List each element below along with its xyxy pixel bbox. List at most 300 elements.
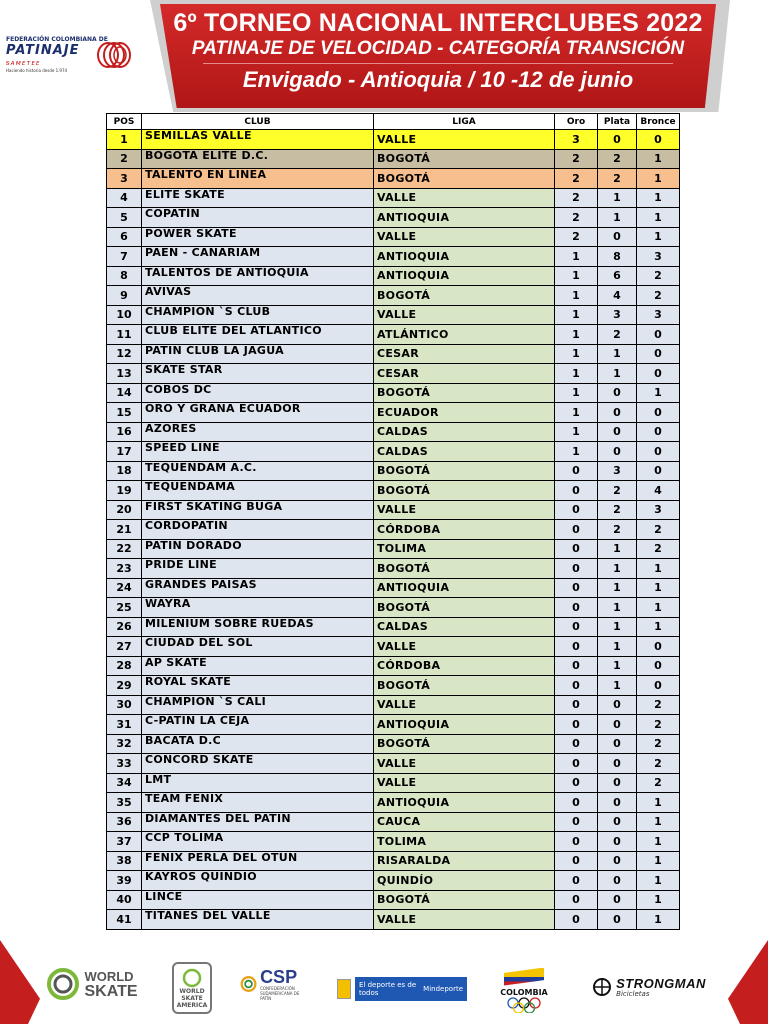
bronze-count-cell: 0 bbox=[637, 344, 680, 364]
table-row bbox=[107, 715, 680, 735]
liga-cell: ECUADOR bbox=[374, 403, 555, 423]
position-cell: 34 bbox=[107, 773, 142, 793]
gold-count-cell: 1 bbox=[555, 266, 598, 286]
silver-count-cell: 1 bbox=[598, 578, 637, 598]
club-cell: AVIVAS bbox=[142, 286, 374, 306]
world-skate-line1: WORLD bbox=[84, 969, 134, 984]
colombia-label: COLOMBIA bbox=[500, 987, 548, 997]
silver-count-cell: 8 bbox=[598, 247, 637, 267]
liga-cell: ANTIOQUIA bbox=[374, 247, 555, 267]
wsa-line1: WORLD bbox=[179, 987, 205, 995]
silver-count-cell: 3 bbox=[598, 461, 637, 481]
club-cell: CONCORD SKATE bbox=[142, 754, 374, 774]
liga-cell: BOGOTÁ bbox=[374, 169, 555, 189]
position-cell: 16 bbox=[107, 422, 142, 442]
strongman-logo bbox=[578, 972, 720, 1002]
table-row bbox=[107, 734, 680, 754]
position-cell: 41 bbox=[107, 910, 142, 930]
bronze-count-cell: 0 bbox=[637, 676, 680, 696]
position-cell: 13 bbox=[107, 364, 142, 384]
liga-cell: VALLE bbox=[374, 130, 555, 150]
liga-cell: ANTIOQUIA bbox=[374, 266, 555, 286]
club-cell: CORDOPATIN bbox=[142, 520, 374, 540]
footer-accent-right bbox=[728, 940, 768, 1024]
table-row bbox=[107, 890, 680, 910]
liga-cell: CÓRDOBA bbox=[374, 656, 555, 676]
standings-table bbox=[106, 113, 680, 930]
liga-cell: CALDAS bbox=[374, 422, 555, 442]
world-skate-america-logo bbox=[172, 962, 212, 1014]
table-row bbox=[107, 773, 680, 793]
silver-count-cell: 0 bbox=[598, 442, 637, 462]
club-cell: WAYRA bbox=[142, 598, 374, 618]
silver-count-cell: 0 bbox=[598, 422, 637, 442]
table-row bbox=[107, 344, 680, 364]
silver-count-cell: 0 bbox=[598, 851, 637, 871]
club-cell: CHAMPION `S CALI bbox=[142, 695, 374, 715]
club-cell: BOGOTA ELITE D.C. bbox=[142, 149, 374, 169]
club-cell: SPEED LINE bbox=[142, 442, 374, 462]
silver-count-cell: 1 bbox=[598, 539, 637, 559]
bronze-count-cell: 1 bbox=[637, 598, 680, 618]
bronze-count-cell: 2 bbox=[637, 734, 680, 754]
liga-cell: ATLÁNTICO bbox=[374, 325, 555, 345]
table-row bbox=[107, 442, 680, 462]
silver-count-cell: 1 bbox=[598, 617, 637, 637]
silver-count-cell: 0 bbox=[598, 695, 637, 715]
table-row bbox=[107, 227, 680, 247]
bronze-count-cell: 1 bbox=[637, 149, 680, 169]
table-row bbox=[107, 130, 680, 150]
position-cell: 18 bbox=[107, 461, 142, 481]
olympic-rings-icon bbox=[506, 997, 542, 1013]
federation-tagline: Haciendo historia desde 1.974 bbox=[6, 68, 68, 73]
liga-cell: CALDAS bbox=[374, 442, 555, 462]
silver-count-cell: 0 bbox=[598, 734, 637, 754]
club-cell: AP SKATE bbox=[142, 656, 374, 676]
table-row bbox=[107, 383, 680, 403]
gold-count-cell: 0 bbox=[555, 715, 598, 735]
liga-cell: VALLE bbox=[374, 637, 555, 657]
bronze-count-cell: 0 bbox=[637, 130, 680, 150]
position-cell: 27 bbox=[107, 637, 142, 657]
table-row bbox=[107, 812, 680, 832]
silver-count-cell: 1 bbox=[598, 364, 637, 384]
liga-cell: ANTIOQUIA bbox=[374, 715, 555, 735]
bronze-count-cell: 2 bbox=[637, 773, 680, 793]
table-row bbox=[107, 208, 680, 228]
position-cell: 7 bbox=[107, 247, 142, 267]
position-cell: 2 bbox=[107, 149, 142, 169]
position-cell: 33 bbox=[107, 754, 142, 774]
position-cell: 3 bbox=[107, 169, 142, 189]
bronze-count-cell: 1 bbox=[637, 559, 680, 579]
federation-name-line2: PATINAJE bbox=[6, 43, 80, 58]
table-row bbox=[107, 617, 680, 637]
silver-count-cell: 0 bbox=[598, 793, 637, 813]
liga-cell: ANTIOQUIA bbox=[374, 208, 555, 228]
table-row bbox=[107, 149, 680, 169]
bronze-count-cell: 0 bbox=[637, 325, 680, 345]
position-cell: 39 bbox=[107, 871, 142, 891]
gold-count-cell: 0 bbox=[555, 461, 598, 481]
silver-count-cell: 0 bbox=[598, 383, 637, 403]
column-header-liga: LIGA bbox=[374, 114, 555, 130]
silver-count-cell: 0 bbox=[598, 227, 637, 247]
bronze-count-cell: 2 bbox=[637, 715, 680, 735]
bronze-count-cell: 1 bbox=[637, 832, 680, 852]
world-skate-america-emblem-icon bbox=[182, 968, 202, 988]
csp-name: CSP bbox=[260, 966, 298, 987]
bronze-count-cell: 1 bbox=[637, 227, 680, 247]
gold-count-cell: 0 bbox=[555, 871, 598, 891]
table-row bbox=[107, 832, 680, 852]
bronze-count-cell: 1 bbox=[637, 383, 680, 403]
position-cell: 26 bbox=[107, 617, 142, 637]
tournament-place-date: Envigado - Antioquia / 10 -12 de junio bbox=[242, 67, 634, 92]
table-row bbox=[107, 656, 680, 676]
position-cell: 17 bbox=[107, 442, 142, 462]
gold-count-cell: 0 bbox=[555, 812, 598, 832]
gold-count-cell: 0 bbox=[555, 793, 598, 813]
liga-cell: VALLE bbox=[374, 754, 555, 774]
silver-count-cell: 0 bbox=[598, 754, 637, 774]
position-cell: 37 bbox=[107, 832, 142, 852]
silver-count-cell: 1 bbox=[598, 559, 637, 579]
liga-cell: BOGOTÁ bbox=[374, 676, 555, 696]
federation-skater-glyphs: ᵴᴀᴍᴇᴛᴇᴇ bbox=[6, 59, 41, 67]
position-cell: 35 bbox=[107, 793, 142, 813]
gold-count-cell: 1 bbox=[555, 422, 598, 442]
liga-cell: BOGOTÁ bbox=[374, 383, 555, 403]
position-cell: 14 bbox=[107, 383, 142, 403]
liga-cell: BOGOTÁ bbox=[374, 149, 555, 169]
mindeporte-logo bbox=[334, 974, 470, 1004]
club-cell: C-PATIN LA CEJA bbox=[142, 715, 374, 735]
mindeporte-slogan: El deporte es de todos bbox=[359, 981, 417, 997]
gold-count-cell: 3 bbox=[555, 130, 598, 150]
gold-count-cell: 2 bbox=[555, 188, 598, 208]
table-row bbox=[107, 793, 680, 813]
bronze-count-cell: 0 bbox=[637, 442, 680, 462]
club-cell: ELITE SKATE bbox=[142, 188, 374, 208]
club-cell: TALENTO EN LINEA bbox=[142, 169, 374, 189]
liga-cell: BOGOTÁ bbox=[374, 559, 555, 579]
tournament-banner bbox=[160, 10, 716, 92]
gold-count-cell: 0 bbox=[555, 832, 598, 852]
csp-emblem-icon bbox=[240, 967, 257, 1001]
silver-count-cell: 1 bbox=[598, 656, 637, 676]
bronze-count-cell: 1 bbox=[637, 208, 680, 228]
bronze-count-cell: 1 bbox=[637, 617, 680, 637]
tournament-subtitle: PATINAJE DE VELOCIDAD - CATEGORÍA TRANSICIÓN bbox=[191, 38, 685, 59]
club-cell: CHAMPION `S CLUB bbox=[142, 305, 374, 325]
bronze-count-cell: 4 bbox=[637, 481, 680, 501]
table-row bbox=[107, 559, 680, 579]
position-cell: 11 bbox=[107, 325, 142, 345]
table-row bbox=[107, 695, 680, 715]
silver-count-cell: 0 bbox=[598, 715, 637, 735]
bronze-count-cell: 1 bbox=[637, 169, 680, 189]
column-header-pos: POS bbox=[107, 114, 142, 130]
gold-count-cell: 0 bbox=[555, 539, 598, 559]
liga-cell: QUINDÍO bbox=[374, 871, 555, 891]
silver-count-cell: 4 bbox=[598, 286, 637, 306]
gold-count-cell: 0 bbox=[555, 559, 598, 579]
silver-count-cell: 0 bbox=[598, 773, 637, 793]
liga-cell: VALLE bbox=[374, 227, 555, 247]
club-cell: POWER SKATE bbox=[142, 227, 374, 247]
table-row bbox=[107, 188, 680, 208]
table-row bbox=[107, 539, 680, 559]
gold-count-cell: 2 bbox=[555, 227, 598, 247]
club-cell: PATIN DORADO bbox=[142, 539, 374, 559]
wsa-line2: SKATE bbox=[181, 994, 203, 1002]
table-row bbox=[107, 422, 680, 442]
silver-count-cell: 1 bbox=[598, 344, 637, 364]
column-header-bronce: Bronce bbox=[637, 114, 680, 130]
silver-count-cell: 2 bbox=[598, 149, 637, 169]
position-cell: 4 bbox=[107, 188, 142, 208]
table-row bbox=[107, 871, 680, 891]
club-cell: AZORES bbox=[142, 422, 374, 442]
column-header-oro: Oro bbox=[555, 114, 598, 130]
liga-cell: VALLE bbox=[374, 500, 555, 520]
silver-count-cell: 0 bbox=[598, 890, 637, 910]
gold-count-cell: 0 bbox=[555, 773, 598, 793]
silver-count-cell: 0 bbox=[598, 910, 637, 930]
table-row bbox=[107, 286, 680, 306]
liga-cell: CAUCA bbox=[374, 812, 555, 832]
silver-count-cell: 0 bbox=[598, 130, 637, 150]
liga-cell: ANTIOQUIA bbox=[374, 793, 555, 813]
gold-count-cell: 1 bbox=[555, 325, 598, 345]
club-cell: TALENTOS DE ANTIOQUIA bbox=[142, 266, 374, 286]
club-cell: PRIDE LINE bbox=[142, 559, 374, 579]
table-row bbox=[107, 500, 680, 520]
club-cell: LMT bbox=[142, 773, 374, 793]
liga-cell: BOGOTÁ bbox=[374, 286, 555, 306]
club-cell: TEQUENDAMA bbox=[142, 481, 374, 501]
table-row bbox=[107, 266, 680, 286]
table-row bbox=[107, 325, 680, 345]
club-cell: DIAMANTES DEL PATIN bbox=[142, 812, 374, 832]
position-cell: 19 bbox=[107, 481, 142, 501]
bronze-count-cell: 2 bbox=[637, 286, 680, 306]
table-row bbox=[107, 637, 680, 657]
club-cell: PAEN - CANARIAM bbox=[142, 247, 374, 267]
liga-cell: CALDAS bbox=[374, 617, 555, 637]
liga-cell: VALLE bbox=[374, 695, 555, 715]
bronze-count-cell: 3 bbox=[637, 305, 680, 325]
bronze-count-cell: 1 bbox=[637, 793, 680, 813]
gold-count-cell: 0 bbox=[555, 617, 598, 637]
gold-count-cell: 1 bbox=[555, 247, 598, 267]
csp-caption: CONFEDERACIÓN SUDAMERICANA DE PATÍN bbox=[260, 985, 300, 1001]
bronze-count-cell: 2 bbox=[637, 539, 680, 559]
silver-count-cell: 3 bbox=[598, 305, 637, 325]
position-cell: 25 bbox=[107, 598, 142, 618]
column-header-club: CLUB bbox=[142, 114, 374, 130]
club-cell: CLUB ELITE DEL ATLANTICO bbox=[142, 325, 374, 345]
bronze-count-cell: 2 bbox=[637, 695, 680, 715]
bronze-count-cell: 0 bbox=[637, 403, 680, 423]
table-row bbox=[107, 403, 680, 423]
bronze-count-cell: 3 bbox=[637, 247, 680, 267]
table-row bbox=[107, 598, 680, 618]
liga-cell: TOLIMA bbox=[374, 539, 555, 559]
liga-cell: RISARALDA bbox=[374, 851, 555, 871]
bronze-count-cell: 1 bbox=[637, 910, 680, 930]
position-cell: 29 bbox=[107, 676, 142, 696]
silver-count-cell: 1 bbox=[598, 208, 637, 228]
gold-count-cell: 0 bbox=[555, 695, 598, 715]
table-row bbox=[107, 754, 680, 774]
bronze-count-cell: 0 bbox=[637, 422, 680, 442]
position-cell: 40 bbox=[107, 890, 142, 910]
bicycle-wheel-icon bbox=[592, 977, 612, 997]
liga-cell: VALLE bbox=[374, 188, 555, 208]
gold-count-cell: 0 bbox=[555, 578, 598, 598]
gold-count-cell: 0 bbox=[555, 910, 598, 930]
silver-count-cell: 0 bbox=[598, 871, 637, 891]
strongman-name: STRONGMAN bbox=[616, 975, 706, 991]
club-cell: BACATA D.C bbox=[142, 734, 374, 754]
bronze-count-cell: 2 bbox=[637, 266, 680, 286]
club-cell: FIRST SKATING BUGA bbox=[142, 500, 374, 520]
liga-cell: BOGOTÁ bbox=[374, 481, 555, 501]
liga-cell: BOGOTÁ bbox=[374, 890, 555, 910]
position-cell: 15 bbox=[107, 403, 142, 423]
gold-count-cell: 1 bbox=[555, 383, 598, 403]
table-row bbox=[107, 247, 680, 267]
position-cell: 32 bbox=[107, 734, 142, 754]
federation-logo bbox=[6, 36, 134, 78]
mindeporte-brand: Mindeporte bbox=[423, 985, 463, 993]
position-cell: 10 bbox=[107, 305, 142, 325]
club-cell: SKATE STAR bbox=[142, 364, 374, 384]
silver-count-cell: 0 bbox=[598, 812, 637, 832]
bronze-count-cell: 1 bbox=[637, 871, 680, 891]
club-cell: TEQUENDAM A.C. bbox=[142, 461, 374, 481]
gold-count-cell: 0 bbox=[555, 481, 598, 501]
table-row bbox=[107, 481, 680, 501]
silver-count-cell: 1 bbox=[598, 598, 637, 618]
club-cell: PATIN CLUB LA JAGUA bbox=[142, 344, 374, 364]
position-cell: 20 bbox=[107, 500, 142, 520]
bronze-count-cell: 3 bbox=[637, 500, 680, 520]
silver-count-cell: 2 bbox=[598, 169, 637, 189]
club-cell: LINCE bbox=[142, 890, 374, 910]
world-skate-logo bbox=[46, 962, 138, 1006]
gold-count-cell: 0 bbox=[555, 500, 598, 520]
bronze-count-cell: 0 bbox=[637, 656, 680, 676]
gold-count-cell: 0 bbox=[555, 890, 598, 910]
gold-count-cell: 0 bbox=[555, 851, 598, 871]
silver-count-cell: 2 bbox=[598, 325, 637, 345]
liga-cell: BOGOTÁ bbox=[374, 461, 555, 481]
bronze-count-cell: 1 bbox=[637, 812, 680, 832]
table-row bbox=[107, 676, 680, 696]
gold-count-cell: 1 bbox=[555, 344, 598, 364]
gold-count-cell: 0 bbox=[555, 754, 598, 774]
gold-count-cell: 1 bbox=[555, 364, 598, 384]
colombia-olympic-logo bbox=[494, 962, 554, 1018]
bronze-count-cell: 1 bbox=[637, 890, 680, 910]
position-cell: 30 bbox=[107, 695, 142, 715]
position-cell: 5 bbox=[107, 208, 142, 228]
silver-count-cell: 0 bbox=[598, 832, 637, 852]
silver-count-cell: 2 bbox=[598, 520, 637, 540]
club-cell: CCP TOLIMA bbox=[142, 832, 374, 852]
position-cell: 9 bbox=[107, 286, 142, 306]
csp-logo bbox=[240, 962, 310, 1006]
table-row bbox=[107, 578, 680, 598]
table-row bbox=[107, 461, 680, 481]
club-cell: ROYAL SKATE bbox=[142, 676, 374, 696]
footer-accent-left bbox=[0, 940, 40, 1024]
liga-cell: VALLE bbox=[374, 910, 555, 930]
column-header-plata: Plata bbox=[598, 114, 637, 130]
position-cell: 6 bbox=[107, 227, 142, 247]
gold-count-cell: 1 bbox=[555, 305, 598, 325]
silver-count-cell: 1 bbox=[598, 637, 637, 657]
position-cell: 12 bbox=[107, 344, 142, 364]
gold-count-cell: 2 bbox=[555, 169, 598, 189]
position-cell: 38 bbox=[107, 851, 142, 871]
gold-count-cell: 0 bbox=[555, 676, 598, 696]
silver-count-cell: 6 bbox=[598, 266, 637, 286]
position-cell: 24 bbox=[107, 578, 142, 598]
position-cell: 1 bbox=[107, 130, 142, 150]
liga-cell: BOGOTÁ bbox=[374, 598, 555, 618]
banner-divider bbox=[203, 63, 673, 64]
club-cell: MILENIUM SOBRE RUEDAS bbox=[142, 617, 374, 637]
silver-count-cell: 2 bbox=[598, 500, 637, 520]
colombia-flag-icon bbox=[504, 968, 544, 986]
bronze-count-cell: 1 bbox=[637, 851, 680, 871]
standings-body bbox=[107, 130, 680, 930]
position-cell: 23 bbox=[107, 559, 142, 579]
gold-count-cell: 2 bbox=[555, 149, 598, 169]
club-cell: COPATÍN bbox=[142, 208, 374, 228]
bronze-count-cell: 2 bbox=[637, 754, 680, 774]
liga-cell: CESAR bbox=[374, 344, 555, 364]
federation-name-line1: FEDERACIÓN COLOMBIANA DE bbox=[6, 36, 108, 43]
position-cell: 31 bbox=[107, 715, 142, 735]
bronze-count-cell: 2 bbox=[637, 520, 680, 540]
bronze-count-cell: 0 bbox=[637, 364, 680, 384]
position-cell: 21 bbox=[107, 520, 142, 540]
liga-cell: VALLE bbox=[374, 305, 555, 325]
liga-cell: CESAR bbox=[374, 364, 555, 384]
club-cell: FENIX PERLA DEL OTUN bbox=[142, 851, 374, 871]
gold-count-cell: 1 bbox=[555, 403, 598, 423]
club-cell: TITANES DEL VALLE bbox=[142, 910, 374, 930]
gold-count-cell: 1 bbox=[555, 286, 598, 306]
table-row bbox=[107, 364, 680, 384]
silver-count-cell: 1 bbox=[598, 676, 637, 696]
gold-count-cell: 2 bbox=[555, 208, 598, 228]
club-cell: KAYROS QUINDIO bbox=[142, 871, 374, 891]
gold-count-cell: 1 bbox=[555, 442, 598, 462]
bronze-count-cell: 1 bbox=[637, 578, 680, 598]
club-cell: SEMILLAS VALLE bbox=[142, 130, 374, 150]
club-cell: TEAM FENIX bbox=[142, 793, 374, 813]
silver-count-cell: 0 bbox=[598, 403, 637, 423]
bronze-count-cell: 0 bbox=[637, 461, 680, 481]
gold-count-cell: 0 bbox=[555, 656, 598, 676]
